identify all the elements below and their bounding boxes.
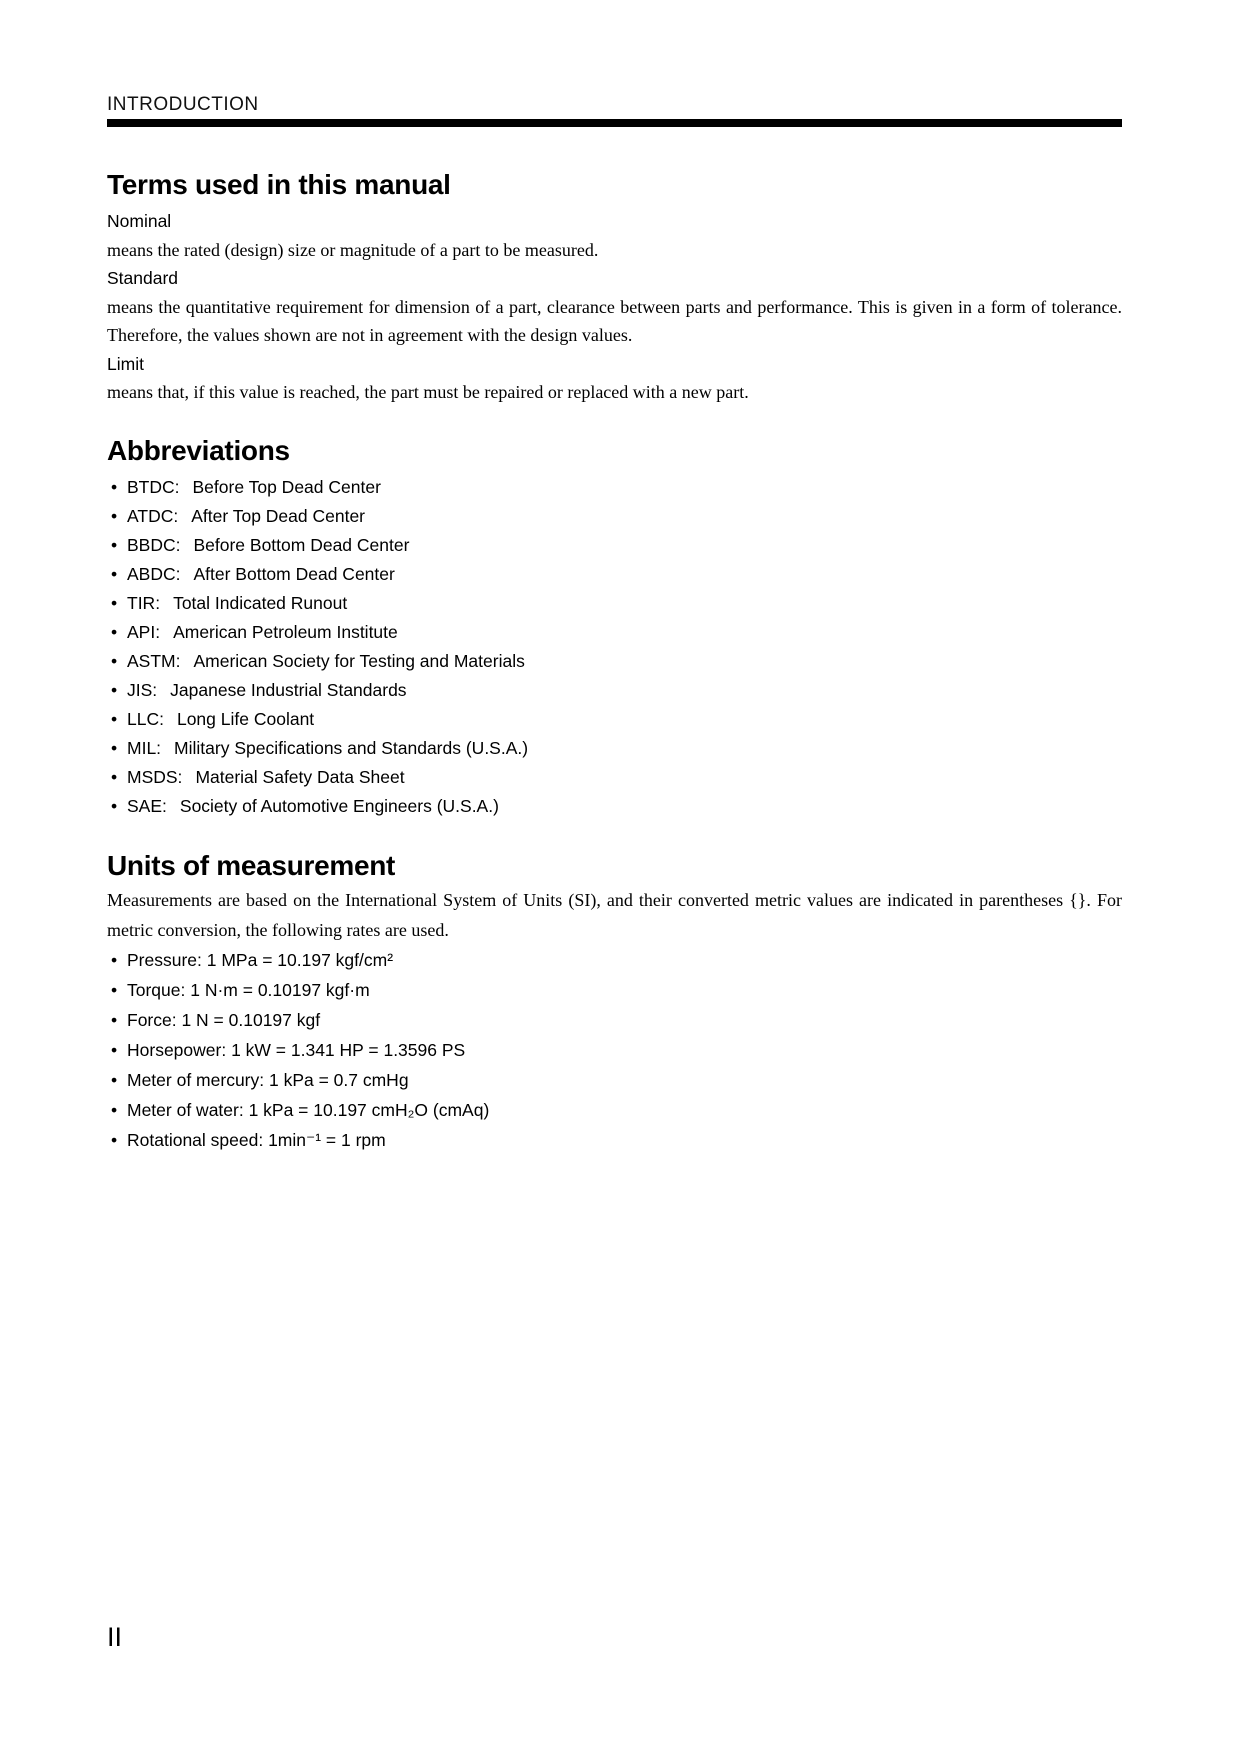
abbreviation-item xyxy=(107,734,1122,763)
abbreviation-item xyxy=(107,705,1122,734)
abbreviation-item xyxy=(107,502,1122,531)
abbreviation-item xyxy=(107,618,1122,647)
abbreviation-term: ASTM: xyxy=(127,650,181,671)
abbreviation-term: LLC: xyxy=(127,708,164,729)
abbreviation-meaning: Before Bottom Dead Center xyxy=(193,534,410,555)
abbreviation-meaning: American Petroleum Institute xyxy=(173,621,398,642)
unit-conversion-item xyxy=(107,945,1122,975)
unit-conversion-text: Horsepower: 1 kW = 1.341 HP = 1.3596 PS xyxy=(127,1039,466,1060)
abbreviation-meaning: Material Safety Data Sheet xyxy=(195,766,405,787)
abbreviation-meaning: After Top Dead Center xyxy=(191,505,366,526)
unit-conversion-item xyxy=(107,1125,1122,1155)
abbreviation-meaning: After Bottom Dead Center xyxy=(193,563,395,584)
term-name: Nominal xyxy=(107,211,172,231)
abbreviation-item xyxy=(107,473,1122,502)
units-intro-paragraph: Measurements are based on the International System of Units (SI), and their converted metric values are indicated in parentheses {}. For metric conversion, the following rates are used. xyxy=(107,889,1122,940)
abbreviation-item xyxy=(107,792,1122,821)
abbreviation-meaning: Total Indicated Runout xyxy=(173,592,348,613)
term-name: Standard xyxy=(107,268,179,288)
units-section-title: Units of measurement xyxy=(107,849,396,881)
term-name: Limit xyxy=(107,353,144,374)
abbreviations-list xyxy=(107,473,1122,821)
unit-conversion-item xyxy=(107,975,1122,1005)
abbreviations-section-title: Abbreviations xyxy=(107,434,290,466)
term-definition: means the rated (design) size or magnitude of a part to be measured. xyxy=(107,239,599,260)
abbreviation-term: MIL: xyxy=(127,737,162,758)
abbreviation-meaning: Before Top Dead Center xyxy=(192,476,381,497)
abbreviation-term: JIS: xyxy=(127,679,158,700)
abbreviation-term: API: xyxy=(127,621,161,642)
units-list xyxy=(107,945,1122,1155)
abbreviation-term: ABDC: xyxy=(127,563,181,584)
unit-conversion-text: Rotational speed: 1min⁻¹ = 1 rpm xyxy=(127,1129,386,1150)
unit-conversion-text: Pressure: 1 MPa = 10.197 kgf/cm² xyxy=(127,949,394,970)
terms-section-title: Terms used in this manual xyxy=(107,169,451,200)
abbreviation-item xyxy=(107,560,1122,589)
term-limit xyxy=(107,350,1122,407)
term-nominal xyxy=(107,207,1122,264)
term-definition: means that, if this value is reached, the part must be repaired or replaced with a new part. xyxy=(107,382,749,402)
unit-conversion-item xyxy=(107,1035,1122,1065)
abbreviation-item xyxy=(107,589,1122,618)
unit-conversion-text: Force: 1 N = 0.10197 kgf xyxy=(127,1009,321,1030)
abbreviation-meaning: Military Specifications and Standards (U.S.A.) xyxy=(174,737,529,758)
abbreviation-meaning: Long Life Coolant xyxy=(176,708,315,729)
abbreviation-meaning: Japanese Industrial Standards xyxy=(170,679,407,700)
abbreviation-term: TIR: xyxy=(127,592,161,613)
unit-conversion-item xyxy=(107,1005,1122,1035)
term-standard xyxy=(107,264,1122,350)
abbreviation-item xyxy=(107,676,1122,705)
unit-conversion-text: Meter of water: 1 kPa = 10.197 cmH₂O (cmAq) xyxy=(127,1099,490,1120)
abbreviation-item xyxy=(107,763,1122,792)
unit-conversion-item xyxy=(107,1065,1122,1095)
abbreviation-term: SAE: xyxy=(127,795,167,816)
unit-conversion-text: Meter of mercury: 1 kPa = 0.7 cmHg xyxy=(127,1069,409,1090)
abbreviation-item xyxy=(107,647,1122,676)
abbreviation-item xyxy=(107,531,1122,560)
abbreviation-term: BTDC: xyxy=(127,476,180,497)
abbreviation-term: ATDC: xyxy=(127,505,179,526)
term-definition: means the quantitative requirement for dimension of a part, clearance between parts and performance. This is given in a form of tolerance. Therefore, the values shown are not in agreement with the design values. xyxy=(107,296,1122,345)
running-header: INTRODUCTION xyxy=(107,94,259,115)
abbreviation-term: BBDC: xyxy=(127,534,181,555)
terms-section xyxy=(107,207,1122,407)
unit-conversion-item xyxy=(107,1095,1122,1125)
header-rule xyxy=(107,119,1122,127)
abbreviation-meaning: Society of Automotive Engineers (U.S.A.) xyxy=(179,795,499,816)
abbreviation-meaning: American Society for Testing and Materials xyxy=(193,650,525,671)
unit-conversion-text: Torque: 1 N·m = 0.10197 kgf·m xyxy=(127,979,370,1000)
abbreviation-term: MSDS: xyxy=(127,766,183,787)
page-number: II xyxy=(107,1622,123,1652)
